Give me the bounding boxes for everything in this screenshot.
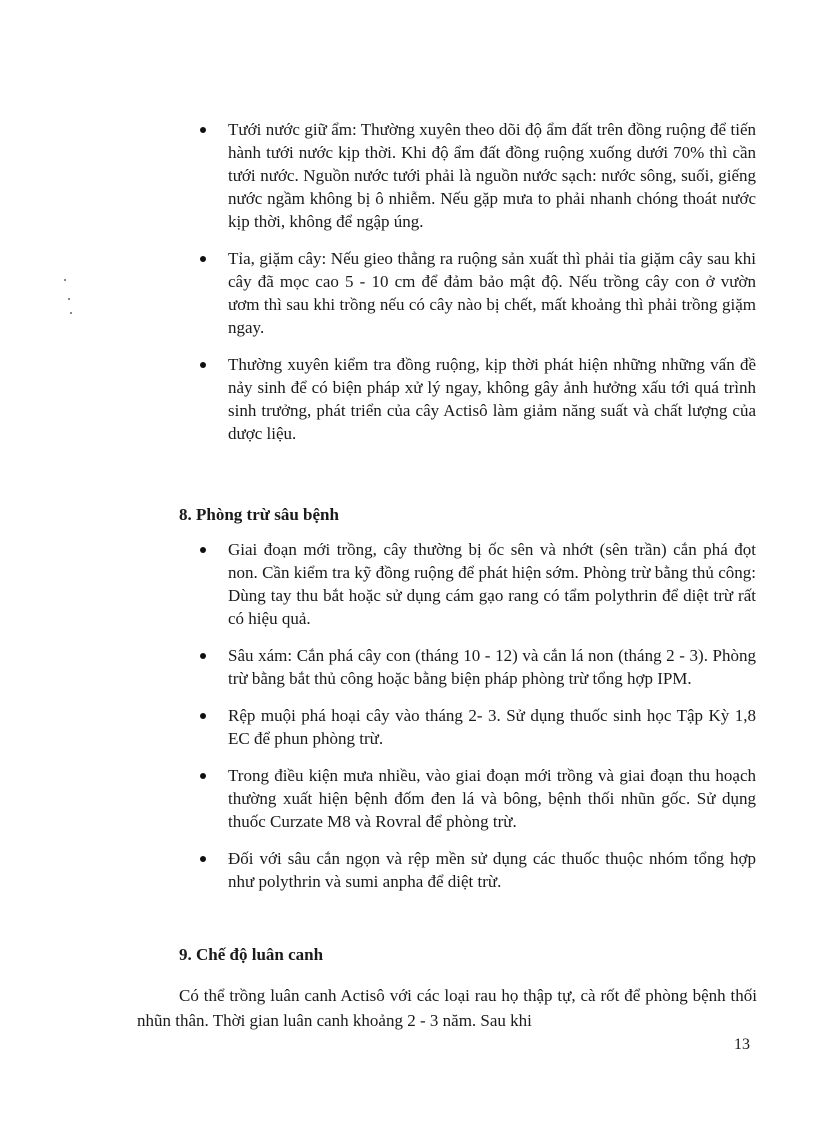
list-item-text: Đối với sâu cắn ngọn và rệp mền sử dụng các thuốc thuộc nhóm tổng hợp như polythrin và sumi anpha để diệt trừ.	[228, 849, 756, 891]
pest-control-bullet-list	[200, 538, 756, 907]
scan-speck	[64, 279, 66, 281]
bullet-icon	[200, 256, 206, 262]
list-item-text: Rệp muội phá hoại cây vào tháng 2- 3. Sử dụng thuốc sinh học Tập Kỳ 1,8 EC để phun phòng trừ.	[228, 706, 756, 748]
bullet-icon	[200, 713, 206, 719]
bullet-icon	[200, 547, 206, 553]
list-item-text: Tưới nước giữ ẩm: Thường xuyên theo dõi độ ẩm đất trên đồng ruộng để tiến hành tưới nước kịp thời. Khi độ ẩm đất đồng ruộng xuống dưới 70% thì cần tưới nước. Nguồn nước tưới phải là nguồn nước sạch: nước sông, suối, giếng nước ngầm không bị ô nhiễm. Nếu gặp mưa to phải nhanh chóng thoát nước kịp thời, không để ngập úng.	[228, 120, 756, 231]
care-bullet-list	[200, 118, 756, 459]
list-item-text: Trong điều kiện mưa nhiều, vào giai đoạn mới trồng và giai đoạn thu hoạch thường xuất hiện bệnh đốm đen lá và bông, bệnh thối nhũn gốc. Sử dụng thuốc Curzate M8 và Rovral để phòng trừ.	[228, 766, 756, 831]
list-item	[200, 353, 756, 445]
list-item	[200, 538, 756, 630]
list-item-text: Tỉa, giặm cây: Nếu gieo thẳng ra ruộng sản xuất thì phải tỉa giặm cây sau khi cây đã mọc cao 5 - 10 cm để đảm bảo mật độ. Nếu trồng cây con ở vườn ươm thì sau khi trồng nếu có cây nào bị chết, mất khoảng thì phải trồng giặm ngay.	[228, 249, 756, 337]
list-item-text: Sâu xám: Cắn phá cây con (tháng 10 - 12) và cắn lá non (tháng 2 - 3). Phòng trừ bằng bắt thủ công hoặc bằng biện pháp phòng trừ tổng hợp IPM.	[228, 646, 756, 688]
list-item	[200, 847, 756, 893]
scan-speck	[68, 298, 70, 300]
crop-rotation-paragraph: Có thể trồng luân canh Actisô với các loại rau họ thập tự, cà rốt để phòng bệnh thối nhũn thân. Thời gian luân canh khoảng 2 - 3 năm. Sau khi	[137, 986, 757, 1030]
section-heading-crop-rotation: 9. Chế độ luân canh	[179, 945, 324, 964]
list-item	[200, 247, 756, 339]
list-item	[200, 118, 756, 233]
list-item-text: Thường xuyên kiểm tra đồng ruộng, kịp thời phát hiện những những vấn đề nảy sinh để có biện pháp xử lý ngay, không gây ảnh hưởng xấu tới quá trình sinh trưởng, phát triển của cây Actisô làm giảm năng suất và chất lượng của dược liệu.	[228, 355, 756, 443]
bullet-icon	[200, 127, 206, 133]
list-item-text: Giai đoạn mới trồng, cây thường bị ốc sên và nhớt (sên trần) cắn phá đọt non. Cần kiểm tra kỹ đồng ruộng để phát hiện sớm. Phòng trừ bằng thủ công: Dùng tay thu bắt hoặc sử dụng cám gạo rang có tẩm polythrin để diệt trừ rất có hiệu quả.	[228, 540, 756, 628]
list-item	[200, 704, 756, 750]
list-item	[200, 764, 756, 833]
bullet-icon	[200, 773, 206, 779]
scan-speck	[70, 312, 72, 314]
bullet-icon	[200, 362, 206, 368]
page-number: 13	[734, 1036, 750, 1053]
bullet-icon	[200, 653, 206, 659]
bullet-icon	[200, 856, 206, 862]
section-heading-pest-control: 8. Phòng trừ sâu bệnh	[179, 505, 339, 524]
list-item	[200, 644, 756, 690]
